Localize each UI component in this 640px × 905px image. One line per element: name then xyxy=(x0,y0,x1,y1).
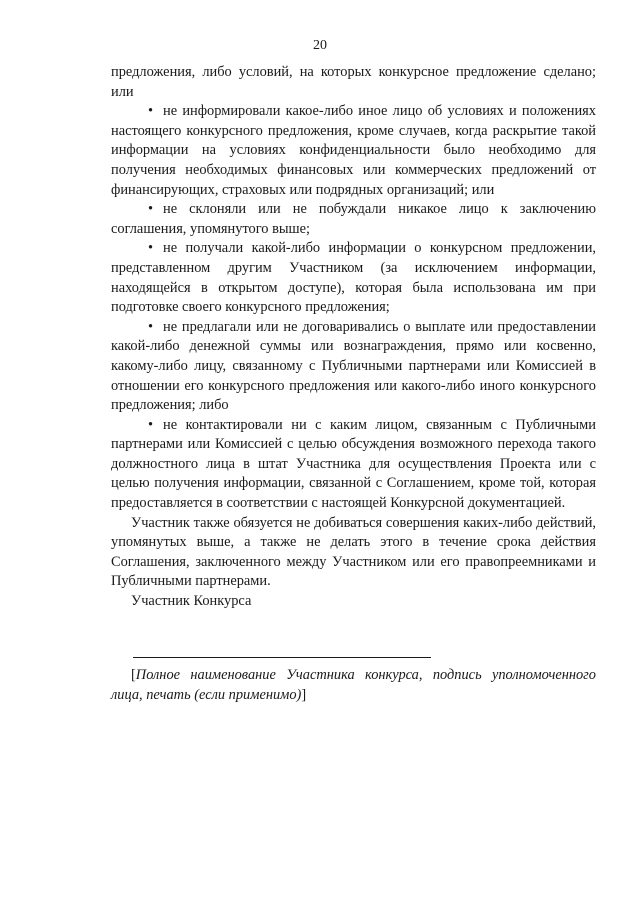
paragraph-continuation: предложения, либо условий, на которых конкурсное предложение сделано; или xyxy=(111,64,596,100)
bullet-text: не контактировали ни с каким лицом, связанным с Публичными партнерами или Комиссией с целью обсуждения возможного перехода такого должностного лица в штат Участника для осуществления Проекта или с целью получения информации, связанной с Соглашением, кроме той, которая предоставляется в соответствии с настоящей Конкурсной документацией. xyxy=(111,416,596,512)
bullet-icon: • xyxy=(148,416,154,433)
participant-label: Участник Конкурса xyxy=(131,593,252,610)
bullet-text: не предлагали или не договаривались о выплате или предоставлении какой-либо денежной суммы или вознаграждения, прямо или косвенно, какому-либо лицу, связанному с Публичными партнерами или Комиссией в отношении его конкурсного предложения или какого-либо иного конкурсного предложения; либо xyxy=(111,318,596,414)
paragraph-obligation: Участник также обязуется не добиваться совершения каких-либо действий, упомянутых выше, а также не делать этого в течение срока действия Соглашения, заключенного между Участником или его правопреемниками и Публичными партнерами. xyxy=(111,514,596,590)
bracket-open: [ xyxy=(131,667,136,683)
bullet-icon: • xyxy=(148,318,154,335)
bullet-item xyxy=(111,239,596,317)
body-text xyxy=(111,63,596,612)
bullet-item xyxy=(111,102,596,200)
bullet-item xyxy=(111,200,596,239)
bullet-text: не склоняли или не побуждали никакое лицо к заключению соглашения, упомянутого выше; xyxy=(111,201,596,237)
signature-line xyxy=(133,657,431,658)
bullet-item xyxy=(111,416,596,514)
bullet-icon: • xyxy=(148,201,154,218)
bullet-icon: • xyxy=(148,240,154,257)
page-number: 20 xyxy=(313,38,327,53)
bullet-item xyxy=(111,318,596,416)
bullet-text: не информировали какое-либо иное лицо об условиях и положениях настоящего конкурсного предложения, кроме случаев, когда раскрытие такой информации на условиях конфиденциальности было необходимо для получения необходимых финансовых или коммерческих предложений от финансирующих, страховых или подрядных организаций; или xyxy=(111,103,596,198)
bracket-close: ] xyxy=(301,686,307,703)
bullet-icon: • xyxy=(148,103,154,120)
signature-caption xyxy=(111,666,596,705)
signature-caption-text: Полное наименование Участника конкурса, подпись уполномоченного лица, печать (если применимо) xyxy=(111,667,596,703)
bullet-text: не получали какой-либо информации о конкурсном предложении, представленном другим Участником (за исключением информации, находящейся в открытом доступе), которая была использована им при подготовке своего конкурсного предложения; xyxy=(111,240,596,316)
